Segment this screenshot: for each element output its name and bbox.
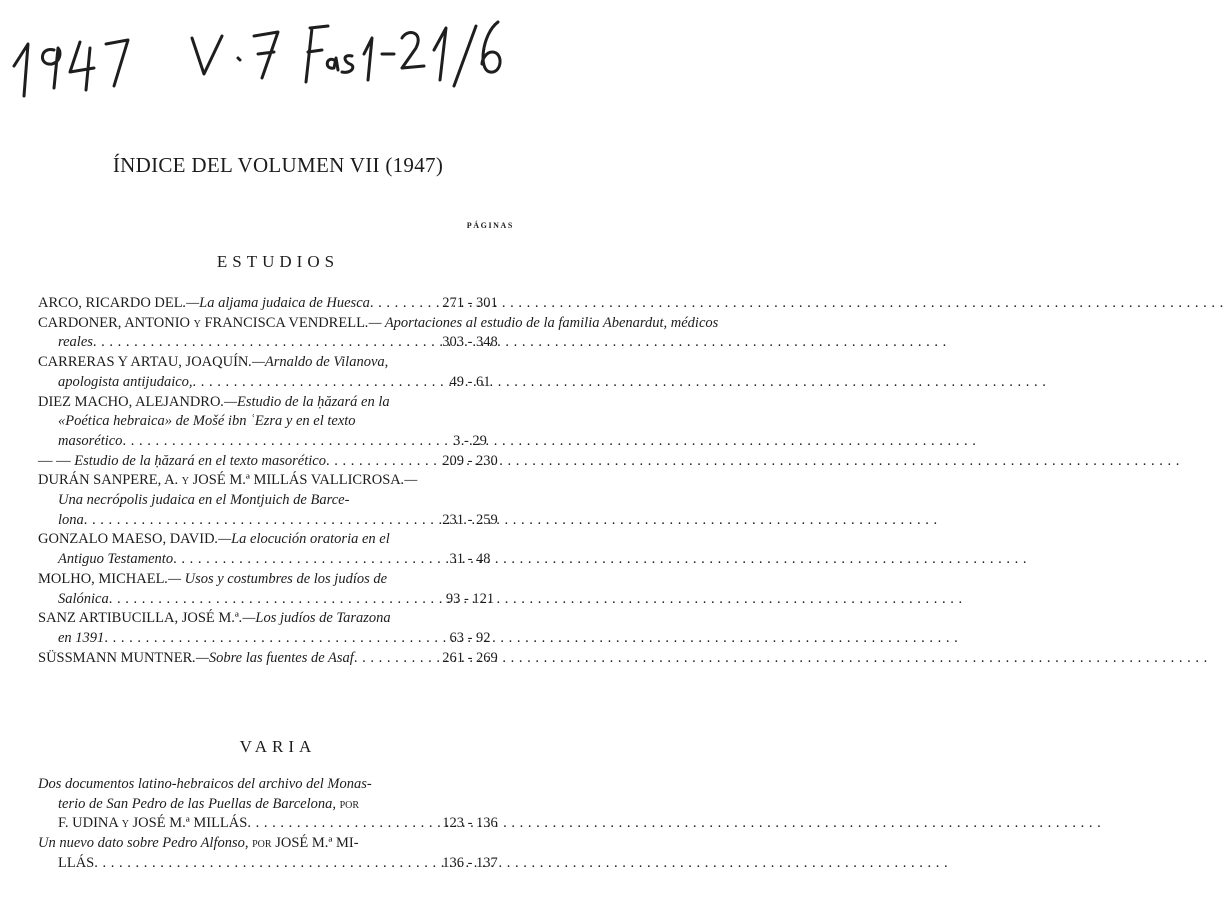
index-entry: [38, 353, 518, 392]
index-entry: [38, 834, 518, 873]
dot-leader: [354, 649, 422, 669]
work-title: .— Aportaciones al estudio de la familia Abenardut, médicos: [364, 314, 719, 331]
entry-line: [38, 590, 518, 610]
varia-list: [38, 775, 518, 874]
index-entry: [38, 314, 719, 353]
entry-text: [58, 854, 94, 874]
handwritten-annotation: [6, 8, 546, 88]
dot-leader: [109, 590, 422, 610]
page-range: 3 - 29: [453, 432, 487, 449]
dot-leader: [370, 294, 422, 314]
page-range: 261 - 269: [442, 649, 498, 666]
page-range: 31 - 48: [449, 551, 491, 568]
entry-line: [38, 353, 518, 373]
entry-plain-text: por JOSÉ M.ª MI-: [248, 835, 359, 852]
entry-text: [38, 570, 387, 590]
entry-text: [58, 432, 122, 452]
author-name: MOLHO, MICHAEL: [38, 570, 165, 587]
index-entry: [38, 530, 518, 569]
dot-leader: [93, 333, 422, 353]
index-entry: [38, 294, 518, 314]
work-title: .—Sobre las fuentes de Asaf: [192, 649, 354, 666]
dot-leader: [173, 550, 422, 570]
work-title: .—Estudio de la ḥăzará en la: [220, 393, 390, 410]
entry-text: [58, 795, 359, 815]
author-name: DURÁN SANPERE, A. y JOSÉ M.ª MILLÁS VALLICROSA: [38, 472, 401, 489]
work-title: Estudio de la ḥăzará en el texto masorético: [70, 452, 326, 469]
entry-text: [58, 491, 349, 511]
entry-line: [38, 314, 719, 334]
work-title: en 1391: [58, 629, 105, 646]
page-range: 93 - 121: [445, 590, 495, 607]
entry-line: [38, 609, 518, 629]
paginas-label: PÁGINAS: [466, 221, 514, 230]
entry-line: [38, 834, 518, 854]
entry-line: [38, 649, 518, 669]
entry-line: [38, 511, 518, 531]
entry-line: [38, 491, 518, 511]
entry-line: [38, 412, 518, 432]
page-title: ÍNDICE DEL VOLUMEN VII (1947): [112, 153, 444, 177]
page-range: 231 - 259: [442, 511, 498, 528]
page-range: 49 - 61: [449, 373, 491, 390]
work-title: terio de San Pedro de las Puellas de Barcelona,: [58, 795, 336, 812]
entry-line: [38, 795, 518, 815]
author-name: CARRERAS Y ARTAU, JOAQUÍN: [38, 354, 249, 371]
author-name: DIEZ MACHO, ALEJANDRO: [38, 393, 221, 410]
author-name: GONZALO MAESO, DAVID: [38, 531, 215, 548]
page-range: 136 - 137: [442, 854, 498, 871]
author-name: CARDONER, ANTONIO y FRANCISCA VENDRELL: [38, 314, 365, 331]
work-title: .— Usos y costumbres de los judíos de: [164, 570, 388, 587]
index-entry: [38, 570, 518, 609]
entry-text: [58, 550, 173, 570]
work-title: Salónica: [58, 590, 109, 607]
dot-leader: [326, 452, 422, 472]
entry-line: [38, 294, 518, 314]
index-entry: [38, 609, 518, 648]
dot-leader: [193, 373, 422, 393]
work-title: reales: [58, 334, 93, 351]
page-range: 209 - 230: [442, 452, 498, 469]
page-range: 303 - 348: [442, 334, 498, 351]
work-title: Un nuevo dato sobre Pedro Alfonso,: [38, 835, 249, 852]
index-entry: [38, 471, 518, 530]
dot-leader: [104, 629, 422, 649]
dot-leader: [247, 814, 422, 834]
entry-text: [38, 649, 354, 669]
entry-line: [38, 814, 518, 834]
work-title: .—: [400, 472, 418, 489]
entry-text: [58, 590, 109, 610]
page-range: 271 - 301: [442, 295, 498, 311]
entry-line: [38, 530, 518, 550]
entry-line: [38, 432, 518, 452]
author-name: SANZ ARTIBUCILLA, JOSÉ M.ª: [38, 610, 239, 627]
entry-text: [38, 834, 359, 854]
entry-line: [38, 854, 518, 874]
entry-text: [38, 353, 388, 373]
entry-line: [38, 775, 518, 795]
entry-line: [38, 471, 518, 491]
entry-line: [38, 570, 518, 590]
entry-line: [38, 373, 518, 393]
work-title: .—La elocución oratoria en el: [214, 531, 390, 548]
index-entry: [38, 452, 518, 472]
entry-line: [38, 333, 518, 353]
author-name: SÜSSMANN MUNTNER: [38, 649, 193, 666]
entry-text: [38, 471, 417, 491]
estudios-list: [38, 294, 719, 668]
entry-text: [58, 373, 193, 393]
dot-leader: [122, 432, 422, 452]
work-title: Antiguo Testamento: [58, 551, 174, 568]
entry-text: [58, 629, 104, 649]
index-entry: [38, 393, 518, 452]
entry-text: [38, 609, 391, 629]
entry-text: [38, 393, 390, 413]
entry-line: [38, 550, 518, 570]
work-title: apologista antijudaico,: [58, 373, 193, 390]
work-title: .—Los judíos de Tarazona: [238, 610, 391, 627]
index-entry: [38, 649, 518, 669]
entry-line: [38, 629, 518, 649]
entry-text: [38, 294, 370, 314]
section-heading-estudios: ESTUDIOS: [216, 252, 340, 271]
entry-text: [58, 814, 247, 834]
entry-text: [38, 775, 372, 795]
entry-line: [38, 452, 518, 472]
entry-text: [38, 530, 390, 550]
entry-text: [38, 314, 718, 334]
entry-plain-text: por: [336, 795, 360, 812]
work-title: .—Arnaldo de Vilanova,: [248, 354, 389, 371]
work-title: .—La aljama judaica de Huesca: [182, 295, 370, 311]
author-name: — —: [38, 452, 71, 469]
work-title: lona: [58, 511, 84, 528]
entry-plain-text: F. UDINA y JOSÉ M.ª MILLÁS: [58, 815, 248, 832]
page-range: 63 - 92: [449, 629, 491, 646]
work-title: Dos documentos latino-hebraicos del archivo del Monas-: [38, 776, 372, 792]
entry-line: [38, 393, 518, 413]
entry-plain-text: LLÁS: [58, 854, 95, 871]
entry-text: [58, 412, 356, 432]
work-title: Una necrópolis judaica en el Montjuich de Barce-: [58, 492, 350, 509]
entry-text: [58, 333, 93, 353]
index-entry: [38, 775, 518, 834]
entry-text: [38, 452, 326, 472]
dot-leader: [84, 511, 422, 531]
dot-leader: [94, 854, 422, 874]
entry-text: [58, 511, 84, 531]
work-title: masorético: [58, 432, 123, 449]
author-name: ARCO, RICARDO DEL: [38, 295, 183, 311]
work-title: «Poética hebraica» de Mošé ibn ʿEzra y en el texto: [58, 413, 356, 430]
page-range: 123 - 136: [442, 815, 498, 832]
section-heading-varia: VARIA: [239, 737, 317, 756]
